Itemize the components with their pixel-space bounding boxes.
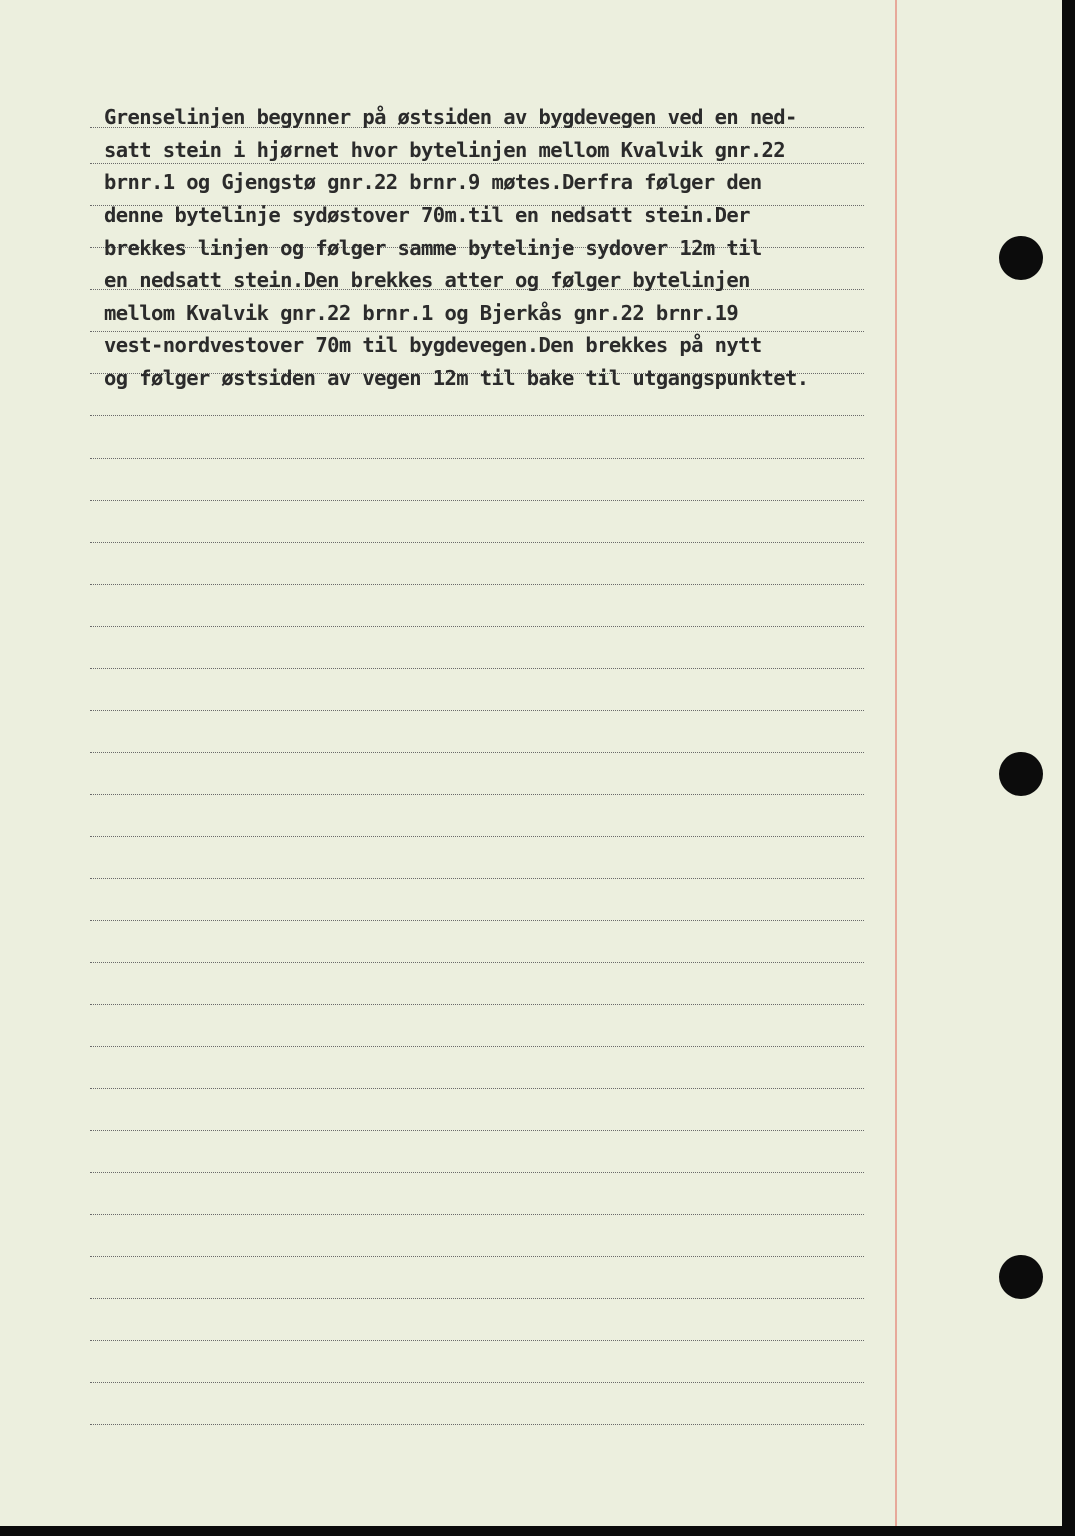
text-line: Grenselinjen begynner på østsiden av bygdevegen ved en ned- — [104, 105, 797, 129]
text-line: brekkes linjen og følger samme bytelinje sydover 12m til — [104, 236, 762, 260]
ruled-line — [90, 878, 864, 879]
ruled-line — [90, 752, 864, 753]
ruled-line — [90, 415, 864, 416]
ruled-line — [90, 1424, 864, 1425]
text-line: vest-nordvestover 70m til bygdevegen.Den brekkes på nytt — [104, 333, 762, 357]
ruled-line — [90, 1004, 864, 1005]
text-line: brnr.1 og Gjengstø gnr.22 brnr.9 møtes.Derfra følger den — [104, 170, 762, 194]
margin-line — [895, 0, 897, 1526]
ruled-line — [90, 962, 864, 963]
ruled-line — [90, 1172, 864, 1173]
ruled-line — [90, 794, 864, 795]
ruled-line — [90, 1214, 864, 1215]
scan-border-right — [1062, 0, 1075, 1536]
punch-hole — [999, 1255, 1043, 1299]
ruled-line — [90, 163, 864, 164]
ruled-line — [90, 668, 864, 669]
text-line: denne bytelinje sydøstover 70m.til en nedsatt stein.Der — [104, 203, 750, 227]
ruled-line — [90, 542, 864, 543]
ruled-line — [90, 710, 864, 711]
text-line: en nedsatt stein.Den brekkes atter og følger bytelinjen — [104, 268, 750, 292]
ruled-line — [90, 626, 864, 627]
ruled-line — [90, 1382, 864, 1383]
ruled-line — [90, 1130, 864, 1131]
ruled-line — [90, 1046, 864, 1047]
ruled-line — [90, 584, 864, 585]
scan-border-bottom — [0, 1526, 1075, 1536]
text-line: satt stein i hjørnet hvor bytelinjen mellom Kvalvik gnr.22 — [104, 138, 786, 162]
ruled-line — [90, 1256, 864, 1257]
text-line: mellom Kvalvik gnr.22 brnr.1 og Bjerkås gnr.22 brnr.19 — [104, 301, 739, 325]
ruled-line — [90, 1340, 864, 1341]
ruled-line — [90, 500, 864, 501]
punch-hole — [999, 236, 1043, 280]
ruled-line — [90, 331, 864, 332]
ruled-line — [90, 458, 864, 459]
punch-hole — [999, 752, 1043, 796]
ruled-line — [90, 1088, 864, 1089]
ruled-line — [90, 920, 864, 921]
text-line: og følger østsiden av vegen 12m til bake til utgangspunktet. — [104, 366, 809, 390]
ruled-line — [90, 1298, 864, 1299]
ruled-line — [90, 836, 864, 837]
